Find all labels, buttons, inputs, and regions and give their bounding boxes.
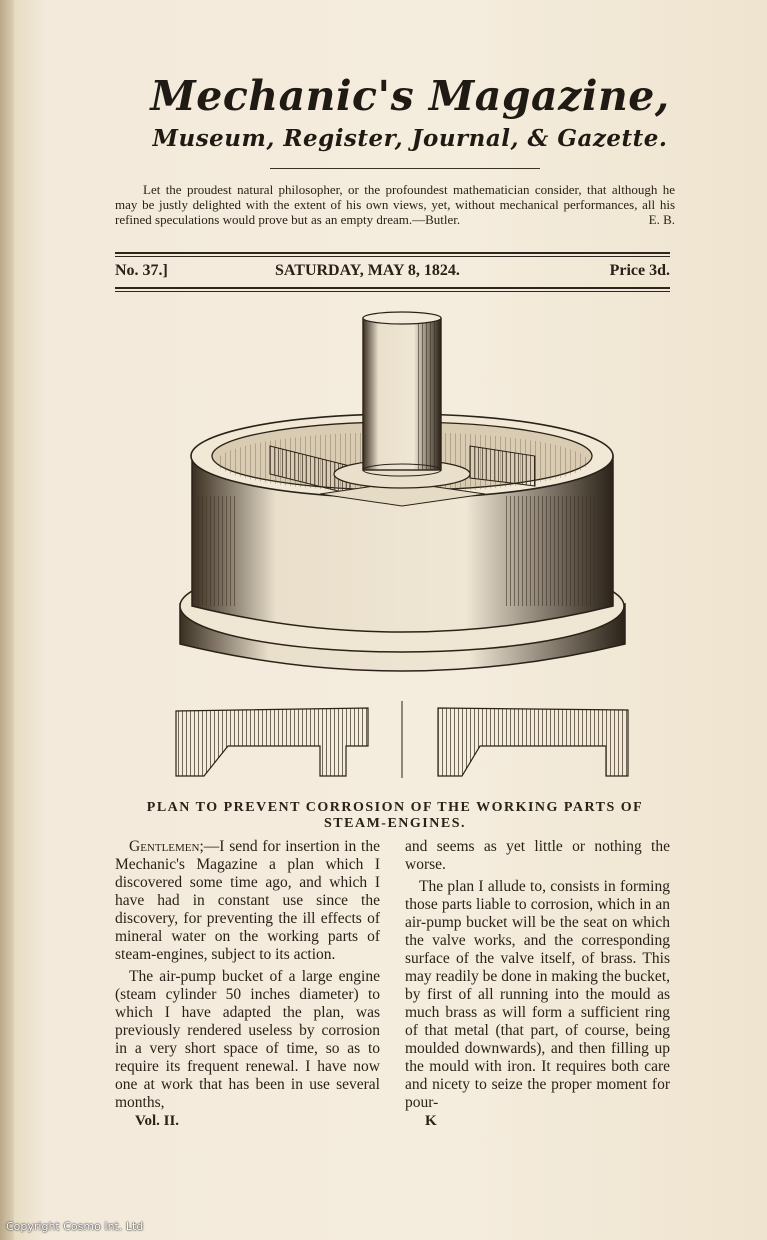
- paragraph-4: The plan I allude to, consists in forming those parts liable to corrosion, which in an air-pump bucket will be the seat on which the valve works, and the corresponding surface of the valve itself, of brass. This may readily be done in making the bucket, by first of all running into the mould as much brass as will form a sufficient ring of that metal (that part, of course, being moulded downwards), and then filling up the mould with iron. It requires both care and nicety to seize the proper moment for pour-: [405, 878, 670, 1111]
- epigraph-signature: E. B.: [648, 212, 675, 227]
- dateline: [115, 262, 670, 282]
- article-column-right: [405, 838, 670, 1116]
- copyright-notice: Copyright Cosmo Int. Ltd: [6, 1220, 144, 1233]
- magazine-title: Mechanic's Magazine,: [150, 72, 670, 120]
- dateline-rule-top: [115, 252, 670, 257]
- salutation: Gentlemen;: [129, 838, 204, 855]
- paragraph-3: and seems as yet little or nothing the worse.: [405, 838, 670, 873]
- masthead: [100, 70, 720, 154]
- signature-mark: K: [425, 1113, 437, 1129]
- dateline-rule-bottom: [115, 287, 670, 292]
- issue-price: Price 3d.: [609, 262, 670, 279]
- epigraph: [115, 182, 675, 227]
- issue-date: SATURDAY, MAY 8, 1824.: [275, 262, 460, 279]
- headline-line-1: PLAN TO PREVENT CORROSION OF THE WORKING PARTS OF: [146, 800, 644, 815]
- page-spine-shadow: [0, 0, 14, 1240]
- paragraph-1-text: —I send for insertion in the Mechanic's Magazine a plan which I discovered some time ago, and which I have had in constant use since the discovery, for preventing the ill effects of mineral water on the working parts of steam-engines, subject to its action.: [115, 838, 380, 963]
- paragraph-2: The air-pump bucket of a large engine (steam cylinder 50 inches diameter) to which I have adapted the plan, was previously rendered useless by corrosion in a very short space of time, so as to require its frequent renewal. I have now one at work that has been in use several months,: [115, 968, 380, 1111]
- air-pump-bucket-illustration: [170, 306, 635, 786]
- volume-label: Vol. II.: [135, 1113, 180, 1129]
- issue-number: No. 37.]: [115, 262, 168, 279]
- masthead-rule: [270, 168, 540, 169]
- headline-line-2: STEAM-ENGINES.: [324, 816, 466, 831]
- magazine-subtitle: Museum, Register, Journal, & Gazette.: [152, 125, 668, 152]
- epigraph-text: Let the proudest natural philosopher, or the profoundest mathematician consider, that although he may be justly delighted with the extent of his own views, yet, without mechanical performances, all his refined speculations would prove but as an empty dream.—Butler.: [115, 182, 675, 227]
- paragraph-1: [115, 838, 380, 964]
- article-headline: [115, 800, 675, 832]
- article-column-left: [115, 838, 380, 1116]
